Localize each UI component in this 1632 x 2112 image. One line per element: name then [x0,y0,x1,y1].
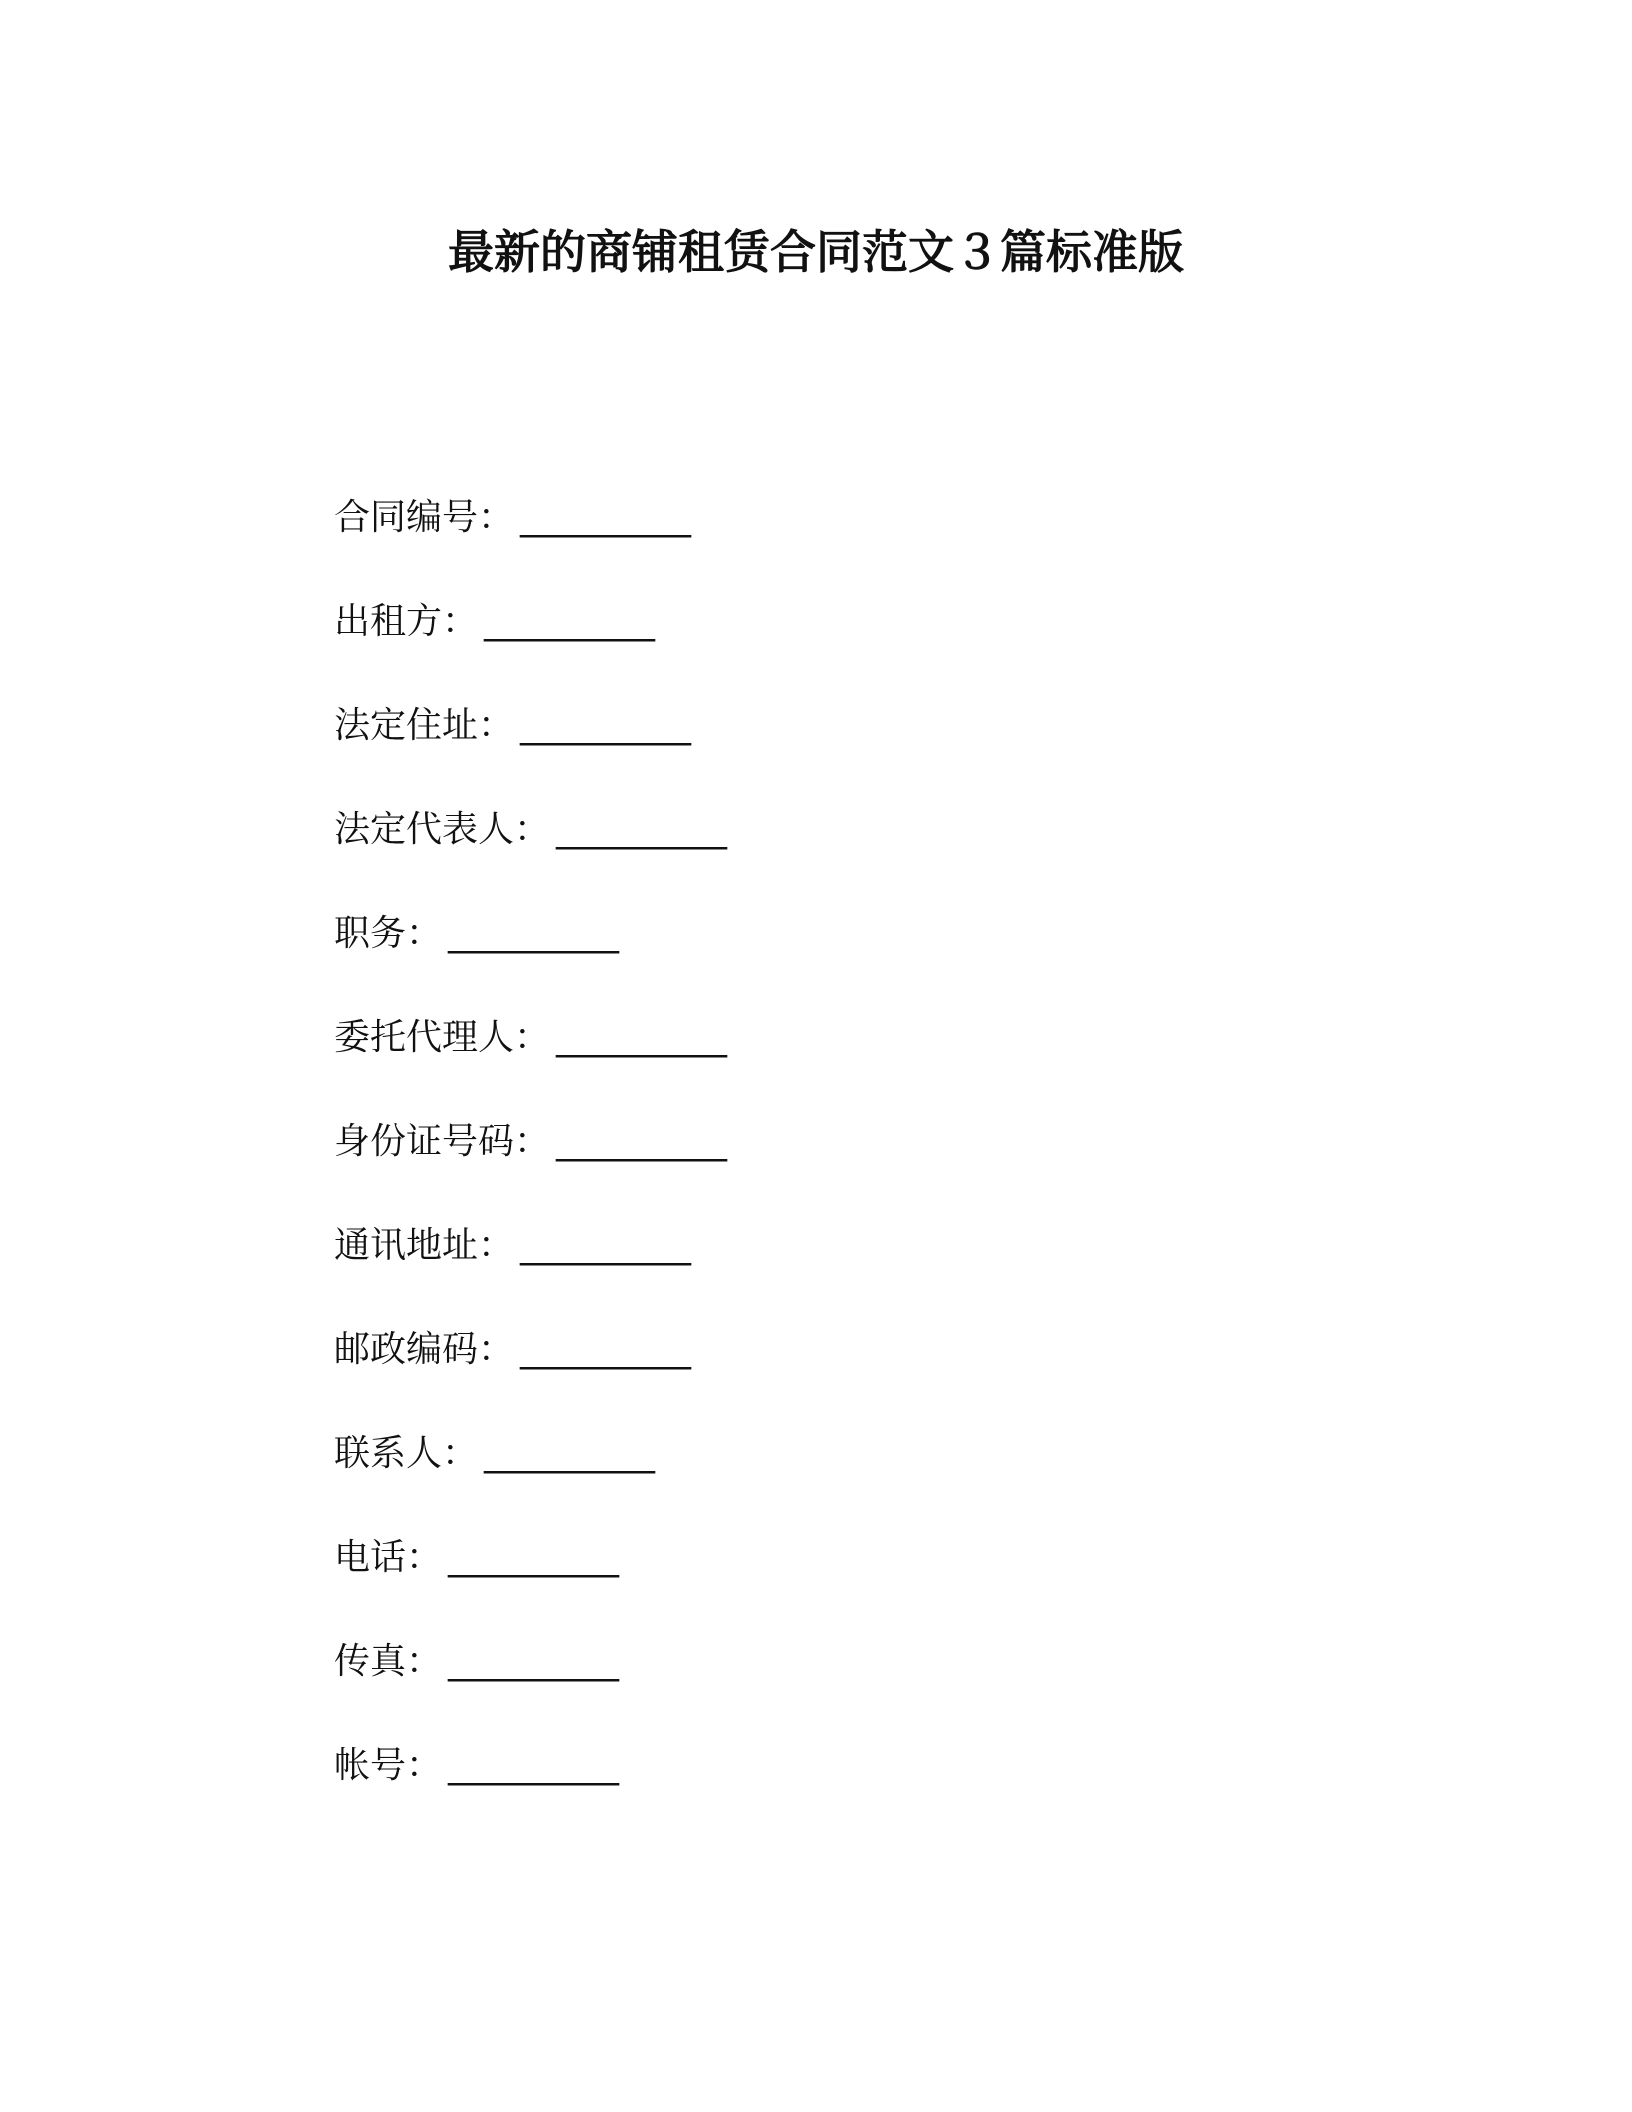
field-id-number [334,1116,1334,1220]
field-blank: __________ [556,1121,727,1162]
field-colon: ： [406,1745,443,1786]
field-colon: ： [478,1329,515,1370]
field-colon: ： [514,1017,551,1058]
field-blank: __________ [448,1745,619,1786]
field-postal-code [334,1324,1334,1428]
field-mailing-address [334,1220,1334,1324]
field-account-number [334,1740,1334,1844]
field-colon: ： [442,1433,479,1474]
field-phone [334,1532,1334,1636]
field-label: 出租方 [334,601,443,642]
field-label: 帐号 [334,1745,407,1786]
field-blank: __________ [448,1537,619,1578]
field-label: 身份证号码 [334,1121,515,1162]
field-colon: ： [478,497,515,538]
field-label: 合同编号 [334,497,479,538]
field-label: 委托代理人 [334,1017,515,1058]
field-contract-number [334,492,1334,596]
field-label: 职务 [334,913,407,954]
field-legal-representative [334,804,1334,908]
field-label: 法定住址 [334,705,479,746]
field-blank: __________ [520,1329,691,1370]
field-blank: __________ [484,1433,655,1474]
field-blank: __________ [448,1641,619,1682]
contract-fields [334,492,1334,1844]
field-blank: __________ [448,913,619,954]
field-label: 电话 [334,1537,407,1578]
field-colon: ： [406,913,443,954]
field-colon: ： [406,1641,443,1682]
field-colon: ： [442,601,479,642]
field-colon: ： [478,1225,515,1266]
field-colon: ： [514,1121,551,1162]
field-fax [334,1636,1334,1740]
field-authorized-agent [334,1012,1334,1116]
field-blank: __________ [556,809,727,850]
field-label: 法定代表人 [334,809,515,850]
document-title: 最新的商铺租赁合同范文３篇标准版 [448,225,1184,279]
field-lessor [334,596,1334,700]
field-position [334,908,1334,1012]
field-label: 通讯地址 [334,1225,479,1266]
field-colon: ： [514,809,551,850]
field-label: 邮政编码 [334,1329,479,1370]
field-contact-person [334,1428,1334,1532]
field-colon: ： [406,1537,443,1578]
field-label: 传真 [334,1641,407,1682]
field-blank: __________ [520,1225,691,1266]
field-blank: __________ [556,1017,727,1058]
field-blank: __________ [520,705,691,746]
field-blank: __________ [484,601,655,642]
field-colon: ： [478,705,515,746]
field-label: 联系人 [334,1433,443,1474]
field-blank: __________ [520,497,691,538]
field-legal-address [334,700,1334,804]
